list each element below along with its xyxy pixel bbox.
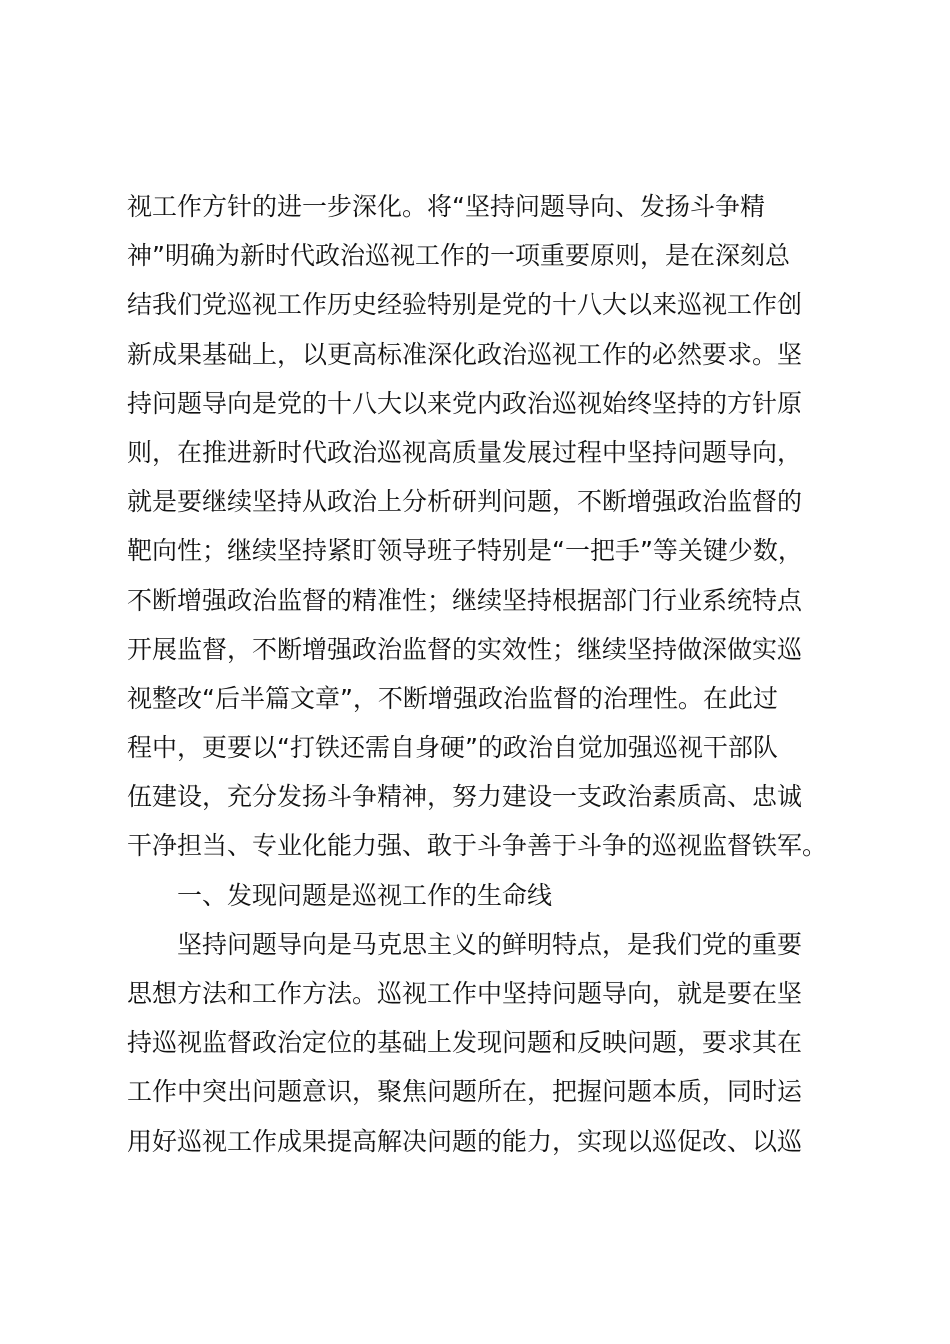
- paragraph-line: 持巡视监督政治定位的基础上发现问题和反映问题，要求其在: [127, 1028, 803, 1058]
- paragraph-line: 就是要继续坚持从政治上分析研判问题，不断增强政治监督的: [127, 487, 803, 517]
- paragraph-line: 开展监督，不断增强政治监督的实效性；继续坚持做深做实巡: [127, 634, 803, 664]
- paragraph-line: 思想方法和工作方法。巡视工作中坚持问题导向，就是要在坚: [127, 979, 803, 1008]
- paragraph-line: 程中，更要以“打铁还需自身硬”的政治自觉加强巡视干部队: [127, 733, 778, 763]
- paragraph-line: 神”明确为新时代政治巡视工作的一项重要原则，是在深刻总: [127, 241, 790, 271]
- paragraph-line: 工作中突出问题意识，聚焦问题所在，把握问题本质，同时运: [127, 1077, 803, 1107]
- paragraph-line: 则，在推进新时代政治巡视高质量发展过程中坚持问题导向，: [127, 437, 803, 467]
- paragraph-line: 不断增强政治监督的精准性；继续坚持根据部门行业系统特点: [127, 585, 803, 615]
- paragraph-line: 伍建设，充分发扬斗争精神，努力建设一支政治素质高、忠诚: [127, 782, 803, 812]
- paragraph-line: 新成果基础上，以更高标准深化政治巡视工作的必然要求。坚: [127, 339, 803, 369]
- paragraph-line: 用好巡视工作成果提高解决问题的能力，实现以巡促改、以巡: [127, 1126, 803, 1156]
- paragraph-line: 坚持问题导向是马克思主义的鲜明特点，是我们党的重要: [177, 929, 803, 959]
- paragraph-line: 干净担当、专业化能力强、敢于斗争善于斗争的巡视监督铁军。: [127, 831, 828, 861]
- paragraph-line: 视整改“后半篇文章”，不断增强政治监督的治理性。在此过: [127, 683, 778, 713]
- section-heading: 一、发现问题是巡视工作的生命线: [177, 880, 553, 910]
- paragraph-line: 视工作方针的进一步深化。将“坚持问题导向、发扬斗争精: [127, 192, 765, 221]
- paragraph-line: 靶向性；继续坚持紧盯领导班子特别是“一把手”等关键少数，: [127, 536, 803, 566]
- paragraph-line: 结我们党巡视工作历史经验特别是党的十八大以来巡视工作创: [127, 290, 803, 320]
- paragraph-line: 持问题导向是党的十八大以来党内政治巡视始终坚持的方针原: [127, 388, 803, 418]
- document-body: [127, 182, 867, 1166]
